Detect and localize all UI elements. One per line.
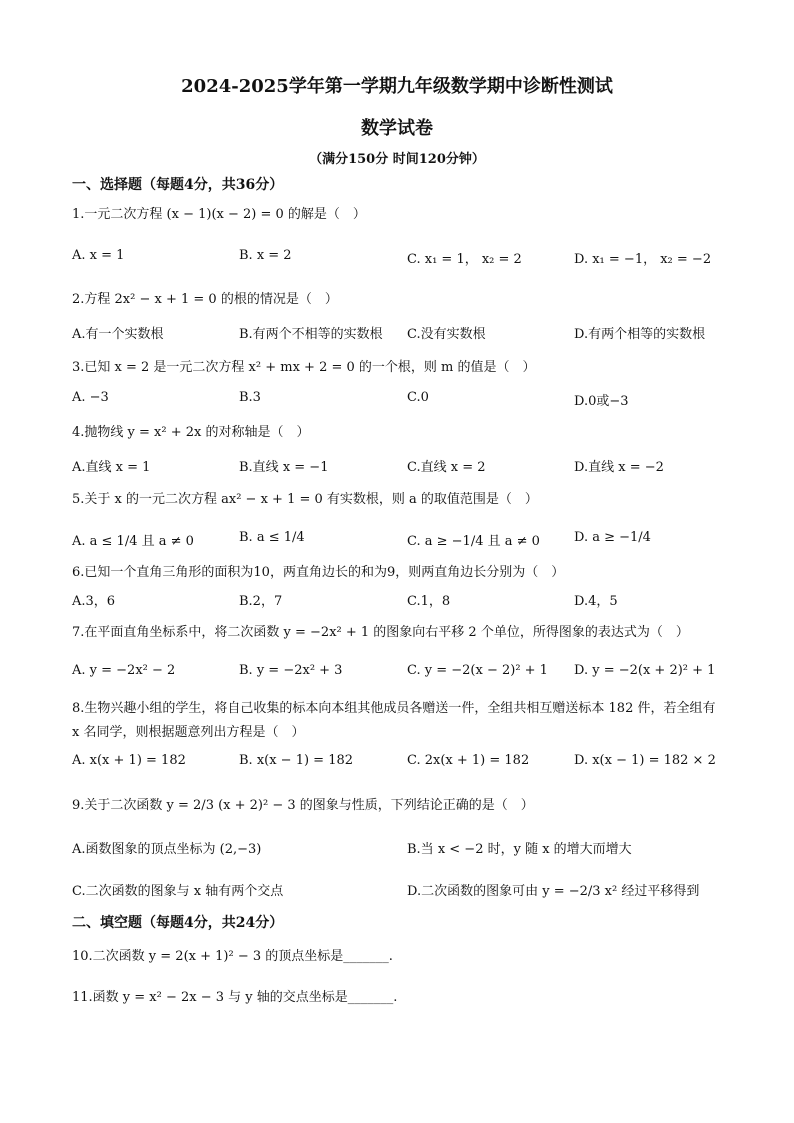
option-a: A. y = −2x² − 2 [72,663,176,678]
exam-title: 2024-2025学年第一学期九年级数学期中诊断性测试 [181,76,613,97]
option-b: B. x(x − 1) = 182 [239,753,354,768]
question-6: 6.已知一个直角三角形的面积为10，两直角边长的和为9，则两直角边长分别为（ ） [72,565,565,580]
question-3: 3.已知 x = 2 是一元二次方程 x² + mx + 2 = 0 的一个根，则 m 的值是（ ） [72,360,536,375]
option-a: A. x(x + 1) = 182 [72,753,186,768]
option-a: A.有一个实数根 [72,327,164,342]
exam-subtitle: 数学试卷 [361,118,433,139]
option-d: D.二次函数的图象可由 y = −2/3 x² 经过平移得到 [407,884,700,899]
question-9: 9.关于二次函数 y = 2/3 (x + 2)² − 3 的图象与性质，下列结论正确的是（ ） [72,798,534,813]
question-5: 5.关于 x 的一元二次方程 ax² − x + 1 = 0 有实数根，则 a 的取值范围是（ ） [72,492,538,507]
option-d: D.有两个相等的实数根 [574,327,706,342]
section-heading-choice: 一、选择题（每题4分，共36分） [72,177,284,193]
option-b: B.3 [239,390,261,405]
option-a: A.3，6 [72,594,116,609]
option-a: A. x = 1 [72,248,125,263]
question-2-options [72,323,722,345]
option-c: C.二次函数的图象与 x 轴有两个交点 [72,884,284,899]
option-d: D. x₁ = −1， x₂ = −2 [574,252,712,267]
exam-meta: （满分150分 时间120分钟） [309,152,485,167]
question-3-options [72,390,722,412]
question-8: 8.生物兴趣小组的学生，将自己收集的标本向本组其他成员各赠送一件，全组共相互赠送标本 182 件，若全组有 x 名同学，则根据题意列出方程是（ ） [72,701,716,740]
option-d: D. a ≥ −1/4 [574,530,651,545]
question-1-options [72,248,722,270]
question-5-options [72,530,722,552]
option-b: B.当 x < −2 时，y 随 x 的增大而增大 [407,842,632,857]
option-a: A.函数图象的顶点坐标为 (2,−3) [72,842,262,857]
question-2: 2.方程 2x² − x + 1 = 0 的根的情况是（ ） [72,292,338,307]
option-b: B. y = −2x² + 3 [239,663,343,678]
option-c: C. 2x(x + 1) = 182 [407,753,530,768]
question-4-options [72,456,722,478]
option-c: C.0 [407,390,429,405]
option-d: D.直线 x = −2 [574,460,664,475]
option-c: C. a ≥ −1/4 且 a ≠ 0 [407,534,540,549]
question-10: 10.二次函数 y = 2(x + 1)² − 3 的顶点坐标是_______. [72,949,393,964]
option-c: C. y = −2(x − 2)² + 1 [407,663,548,678]
question-7: 7.在平面直角坐标系中，将二次函数 y = −2x² + 1 的图象向右平移 2 个单位，所得图象的表达式为（ ） [72,625,689,640]
option-c: C. x₁ = 1， x₂ = 2 [407,252,522,267]
option-d: D.4，5 [574,594,618,609]
option-b: B.直线 x = −1 [239,460,329,475]
question-1: 1.一元二次方程 (x − 1)(x − 2) = 0 的解是（ ） [72,207,366,222]
option-b: B. x = 2 [239,248,292,263]
option-c: C.1，8 [407,594,451,609]
option-c: C.没有实数根 [407,327,486,342]
question-8-options [72,753,722,775]
section-heading-fill: 二、填空题（每题4分，共24分） [72,915,284,931]
option-d: D. x(x − 1) = 182 × 2 [574,753,716,768]
option-b: B. a ≤ 1/4 [239,530,305,545]
question-11: 11.函数 y = x² − 2x − 3 与 y 轴的交点坐标是_______. [72,990,398,1005]
option-d: D.0或−3 [574,394,629,409]
option-b: B.有两个不相等的实数根 [239,327,383,342]
option-a: A.直线 x = 1 [72,460,151,475]
question-9-options-row2 [72,880,722,902]
question-9-options-row1 [72,838,722,860]
question-6-options [72,590,722,612]
question-4: 4.抛物线 y = x² + 2x 的对称轴是（ ） [72,425,310,440]
option-a: A. −3 [72,390,109,405]
question-7-options [72,663,722,685]
option-c: C.直线 x = 2 [407,460,486,475]
option-b: B.2，7 [239,594,283,609]
option-a: A. a ≤ 1/4 且 a ≠ 0 [72,534,194,549]
option-d: D. y = −2(x + 2)² + 1 [574,663,716,678]
